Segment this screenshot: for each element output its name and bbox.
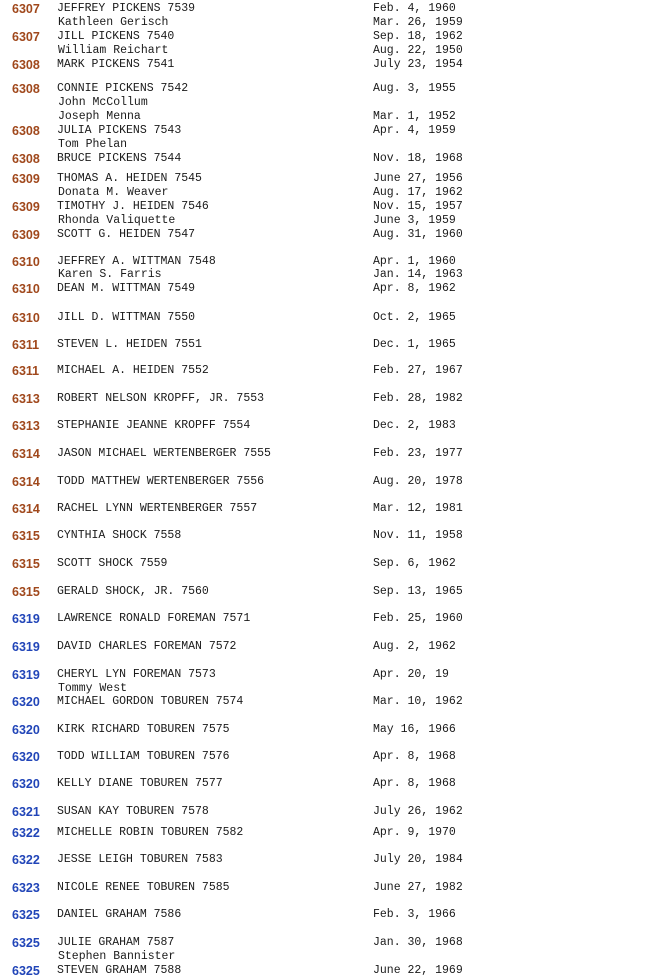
person-name: JEFFREY A. WITTMAN 7548 [57, 255, 216, 268]
spouse-name: Joseph Menna [58, 110, 141, 123]
person-name: TIMOTHY J. HEIDEN 7546 [57, 200, 209, 213]
record-line [0, 881, 650, 895]
record-line [0, 557, 650, 571]
record-line [0, 338, 650, 352]
record-line [0, 612, 650, 626]
date: Dec. 2, 1983 [373, 419, 456, 432]
record-line [0, 777, 650, 791]
record-line [0, 826, 650, 840]
record-number: 6315 [12, 557, 40, 571]
date: Apr. 4, 1959 [373, 124, 456, 137]
date: Nov. 15, 1957 [373, 200, 463, 213]
record-number: 6307 [12, 2, 40, 16]
record-number: 6319 [12, 612, 40, 626]
record-line [0, 723, 650, 737]
record-number: 6310 [12, 255, 40, 269]
date: June 3, 1959 [373, 214, 456, 227]
date: Mar. 1, 1952 [373, 110, 456, 123]
date: Aug. 31, 1960 [373, 228, 463, 241]
date: Nov. 11, 1958 [373, 529, 463, 542]
record-number: 6308 [12, 58, 40, 72]
person-name: CHERYL LYN FOREMAN 7573 [57, 668, 216, 681]
date: Feb. 27, 1967 [373, 364, 463, 377]
record-line [0, 695, 650, 709]
record-number: 6308 [12, 82, 40, 96]
spouse-line [0, 186, 650, 200]
date: Sep. 6, 1962 [373, 557, 456, 570]
record-line [0, 364, 650, 378]
record-line [0, 311, 650, 325]
person-name: JULIA PICKENS 7543 [57, 124, 182, 137]
date: Apr. 8, 1968 [373, 750, 456, 763]
person-name: MARK PICKENS 7541 [57, 58, 175, 71]
date: Mar. 26, 1959 [373, 16, 463, 29]
record-number: 6311 [12, 364, 40, 378]
record-number: 6319 [12, 668, 40, 682]
record-line [0, 255, 650, 269]
record-number: 6321 [12, 805, 40, 819]
record-number: 6325 [12, 936, 40, 950]
spouse-line [0, 268, 650, 282]
person-name: STEVEN GRAHAM 7588 [57, 964, 182, 977]
spouse-line [0, 16, 650, 30]
spouse-line [0, 138, 650, 152]
record-number: 6325 [12, 908, 40, 922]
record-line [0, 936, 650, 950]
record-number: 6325 [12, 964, 40, 978]
person-name: CYNTHIA SHOCK 7558 [57, 529, 182, 542]
date: Jan. 14, 1963 [373, 268, 463, 281]
record-number: 6309 [12, 172, 40, 186]
record-number: 6315 [12, 529, 40, 543]
spouse-name: Tom Phelan [58, 138, 128, 151]
record-line [0, 447, 650, 461]
date: Apr. 1, 1960 [373, 255, 456, 268]
date: June 27, 1956 [373, 172, 463, 185]
date: Oct. 2, 1965 [373, 311, 456, 324]
record-line [0, 124, 650, 138]
date: Aug. 17, 1962 [373, 186, 463, 199]
person-name: JEFFREY PICKENS 7539 [57, 2, 196, 15]
spouse-line [0, 96, 650, 110]
date: Aug. 2, 1962 [373, 640, 456, 653]
date: July 26, 1962 [373, 805, 463, 818]
date: Aug. 3, 1955 [373, 82, 456, 95]
spouse-name: Tommy West [58, 682, 128, 695]
record-line [0, 82, 650, 96]
record-line [0, 282, 650, 296]
date: May 16, 1966 [373, 723, 456, 736]
person-name: JULIE GRAHAM 7587 [57, 936, 175, 949]
date: Feb. 25, 1960 [373, 612, 463, 625]
date: Sep. 13, 1965 [373, 585, 463, 598]
person-name: RACHEL LYNN WERTENBERGER 7557 [57, 502, 258, 515]
record-line [0, 964, 650, 978]
spouse-name: Kathleen Gerisch [58, 16, 169, 29]
date: Nov. 18, 1968 [373, 152, 463, 165]
record-number: 6314 [12, 447, 40, 461]
date: June 22, 1969 [373, 964, 463, 977]
person-name: MICHELLE ROBIN TOBUREN 7582 [57, 826, 244, 839]
record-line [0, 853, 650, 867]
person-name: THOMAS A. HEIDEN 7545 [57, 172, 202, 185]
date: Feb. 28, 1982 [373, 392, 463, 405]
record-line [0, 200, 650, 214]
date: Apr. 8, 1962 [373, 282, 456, 295]
person-name: DANIEL GRAHAM 7586 [57, 908, 182, 921]
record-number: 6314 [12, 502, 40, 516]
record-line [0, 475, 650, 489]
date: Sep. 18, 1962 [373, 30, 463, 43]
date: July 20, 1984 [373, 853, 463, 866]
date: June 27, 1982 [373, 881, 463, 894]
person-name: STEVEN L. HEIDEN 7551 [57, 338, 202, 351]
record-number: 6308 [12, 152, 40, 166]
record-number: 6310 [12, 311, 40, 325]
record-line [0, 502, 650, 516]
record-line [0, 58, 650, 72]
record-line [0, 529, 650, 543]
person-name: STEPHANIE JEANNE KROPFF 7554 [57, 419, 251, 432]
spouse-name: John McCollum [58, 96, 148, 109]
date: Jan. 30, 1968 [373, 936, 463, 949]
person-name: MICHAEL GORDON TOBUREN 7574 [57, 695, 244, 708]
person-name: KIRK RICHARD TOBUREN 7575 [57, 723, 230, 736]
record-number: 6313 [12, 392, 40, 406]
person-name: GERALD SHOCK, JR. 7560 [57, 585, 209, 598]
spouse-line [0, 214, 650, 228]
record-line [0, 2, 650, 16]
record-number: 6308 [12, 124, 40, 138]
record-number: 6319 [12, 640, 40, 654]
record-line [0, 908, 650, 922]
record-number: 6323 [12, 881, 40, 895]
record-number: 6320 [12, 750, 40, 764]
record-number: 6315 [12, 585, 40, 599]
record-number: 6309 [12, 228, 40, 242]
date: Apr. 20, 19 [373, 668, 449, 681]
date: Mar. 12, 1981 [373, 502, 463, 515]
record-number: 6320 [12, 695, 40, 709]
date: Apr. 9, 1970 [373, 826, 456, 839]
person-name: CONNIE PICKENS 7542 [57, 82, 189, 95]
person-name: JASON MICHAEL WERTENBERGER 7555 [57, 447, 271, 460]
person-name: TODD WILLIAM TOBUREN 7576 [57, 750, 230, 763]
spouse-name: Rhonda Valiquette [58, 214, 176, 227]
person-name: JESSE LEIGH TOBUREN 7583 [57, 853, 223, 866]
spouse-line [0, 110, 650, 124]
person-name: SUSAN KAY TOBUREN 7578 [57, 805, 209, 818]
person-name: SCOTT G. HEIDEN 7547 [57, 228, 196, 241]
record-number: 6309 [12, 200, 40, 214]
person-name: LAWRENCE RONALD FOREMAN 7571 [57, 612, 251, 625]
record-line [0, 805, 650, 819]
spouse-name: Karen S. Farris [58, 268, 162, 281]
spouse-name: Stephen Bannister [58, 950, 176, 963]
person-name: JILL D. WITTMAN 7550 [57, 311, 196, 324]
record-line [0, 419, 650, 433]
record-line [0, 228, 650, 242]
spouse-line [0, 950, 650, 964]
record-line [0, 585, 650, 599]
record-line [0, 152, 650, 166]
date: Feb. 3, 1966 [373, 908, 456, 921]
record-number: 6320 [12, 777, 40, 791]
person-name: TODD MATTHEW WERTENBERGER 7556 [57, 475, 265, 488]
date: Feb. 4, 1960 [373, 2, 456, 15]
record-line [0, 640, 650, 654]
person-name: SCOTT SHOCK 7559 [57, 557, 168, 570]
record-number: 6322 [12, 826, 40, 840]
record-number: 6313 [12, 419, 40, 433]
record-number: 6320 [12, 723, 40, 737]
date: Feb. 23, 1977 [373, 447, 463, 460]
record-line [0, 750, 650, 764]
record-number: 6314 [12, 475, 40, 489]
person-name: MICHAEL A. HEIDEN 7552 [57, 364, 209, 377]
record-number: 6311 [12, 338, 40, 352]
date: July 23, 1954 [373, 58, 463, 71]
record-line [0, 668, 650, 682]
date: Aug. 20, 1978 [373, 475, 463, 488]
record-number: 6307 [12, 30, 40, 44]
person-name: JILL PICKENS 7540 [57, 30, 175, 43]
person-name: KELLY DIANE TOBUREN 7577 [57, 777, 223, 790]
person-name: BRUCE PICKENS 7544 [57, 152, 182, 165]
spouse-name: Donata M. Weaver [58, 186, 169, 199]
record-number: 6310 [12, 282, 40, 296]
person-name: DEAN M. WITTMAN 7549 [57, 282, 196, 295]
person-name: ROBERT NELSON KROPFF, JR. 7553 [57, 392, 265, 405]
date: Aug. 22, 1950 [373, 44, 463, 57]
person-name: DAVID CHARLES FOREMAN 7572 [57, 640, 237, 653]
record-line [0, 30, 650, 44]
date: Mar. 10, 1962 [373, 695, 463, 708]
spouse-line [0, 682, 650, 696]
spouse-name: William Reichart [58, 44, 169, 57]
date: Apr. 8, 1968 [373, 777, 456, 790]
date: Dec. 1, 1965 [373, 338, 456, 351]
record-line [0, 392, 650, 406]
record-line [0, 172, 650, 186]
person-name: NICOLE RENEE TOBUREN 7585 [57, 881, 230, 894]
spouse-line [0, 44, 650, 58]
record-number: 6322 [12, 853, 40, 867]
